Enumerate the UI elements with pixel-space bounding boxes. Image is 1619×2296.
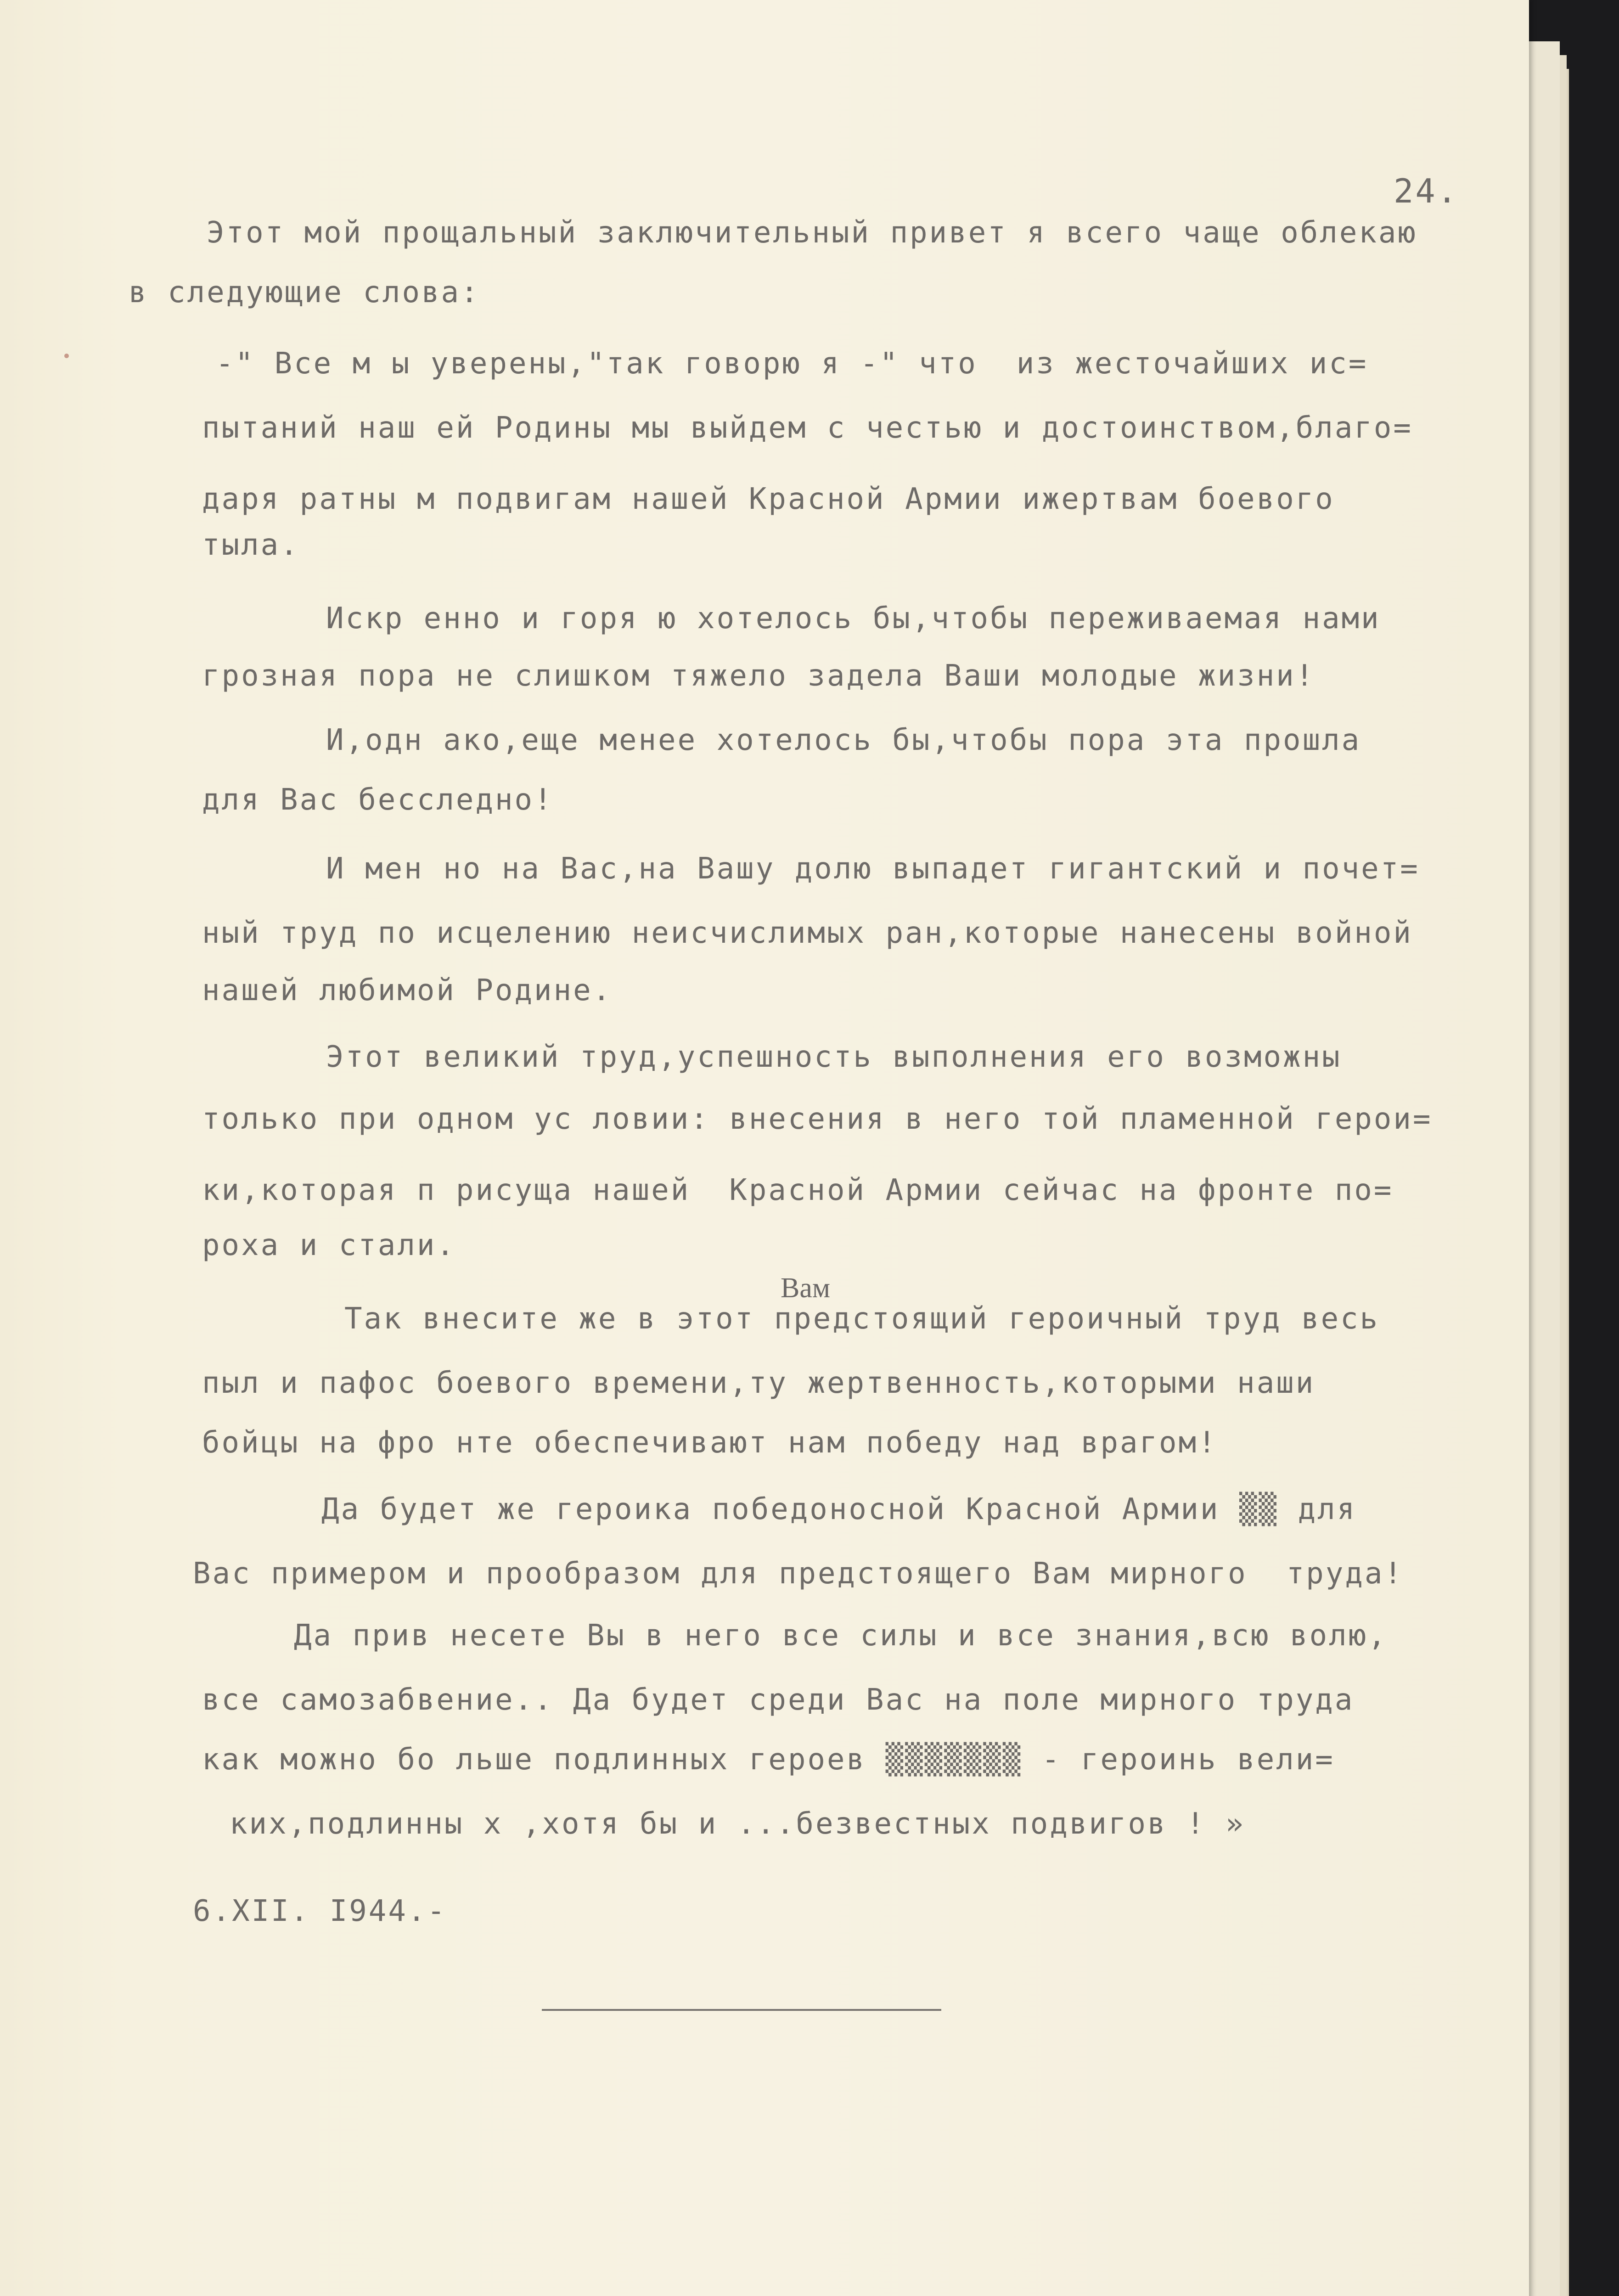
text-line: грозная пора не слишком тяжело задела Ваши молодые жизни! <box>202 659 1315 693</box>
text-line: бойцы на фро нте обеспечивают нам победу над врагом! <box>202 1426 1218 1460</box>
text-line: нашей любимой Родине. <box>202 974 613 1007</box>
text-line: даря ратны м подвигам нашей Красной Армии ижертвам боевого <box>202 482 1335 516</box>
closing-rule <box>542 2009 941 2011</box>
handwritten-insertion: Вам <box>781 1272 831 1304</box>
text-line: в следующие слова: <box>129 276 480 310</box>
page-number: 24. <box>1394 172 1459 210</box>
text-line: Да прив несете Вы в него все силы и все знания,всю волю, <box>294 1619 1388 1653</box>
text-line: ких,подлинны х ,хотя бы и ...безвестных подвигов ! » <box>230 1807 1245 1841</box>
text-line: пытаний наш ей Родины мы выйдем с честью и достоинством,благо= <box>202 411 1413 445</box>
text-line: только при одном ус ловии: внесения в него той пламенной герои= <box>202 1102 1433 1136</box>
text-line: для Вас бесследно! <box>202 783 554 817</box>
text-line: тыла. <box>202 528 300 562</box>
text-line: -" Все м ы уверены,"так говорю я -" что из жесточайших ис= <box>216 347 1368 381</box>
text-line: ный труд по исцелению неисчислимых ран,которые нанесены войной <box>202 916 1413 950</box>
document-date: 6.XII. I944.- <box>193 1894 447 1928</box>
ink-mark <box>64 354 69 358</box>
text-line: Вас примером и прообразом для предстоящего Вам мирного труда! <box>193 1557 1404 1591</box>
text-line: как можно бо льше подлинных героев ▒▒▒▒▒▒▒ - героинь вели= <box>202 1743 1335 1777</box>
text-line: Этот мой прощальный заключительный привет я всего чаще облекаю <box>207 216 1417 250</box>
text-line: И мен но на Вас,на Вашу долю выпадет гигантский и почет= <box>326 852 1420 886</box>
text-line: роха и стали. <box>202 1228 456 1262</box>
text-line: Так внесите же в этот предстоящий героичный труд весь <box>344 1302 1380 1336</box>
text-line: все самозабвение.. Да будет среди Вас на поле мирного труда <box>202 1683 1355 1717</box>
text-line: Да будет же героика победоносной Красной Армии ▒▒ для <box>321 1492 1357 1526</box>
text-line: Искр енно и горя ю хотелось бы,чтобы переживаемая нами <box>326 602 1381 636</box>
text-line: Этот великий труд,успешность выполнения его возможны <box>326 1040 1342 1074</box>
text-line: ки,которая п рисуща нашей Красной Армии сейчас на фронте по= <box>202 1173 1394 1207</box>
text-line: И,одн ако,еще менее хотелось бы,чтобы пора эта прошла <box>326 723 1361 757</box>
text-line: пыл и пафос боевого времени,ту жертвенность,которыми наши <box>202 1366 1315 1400</box>
